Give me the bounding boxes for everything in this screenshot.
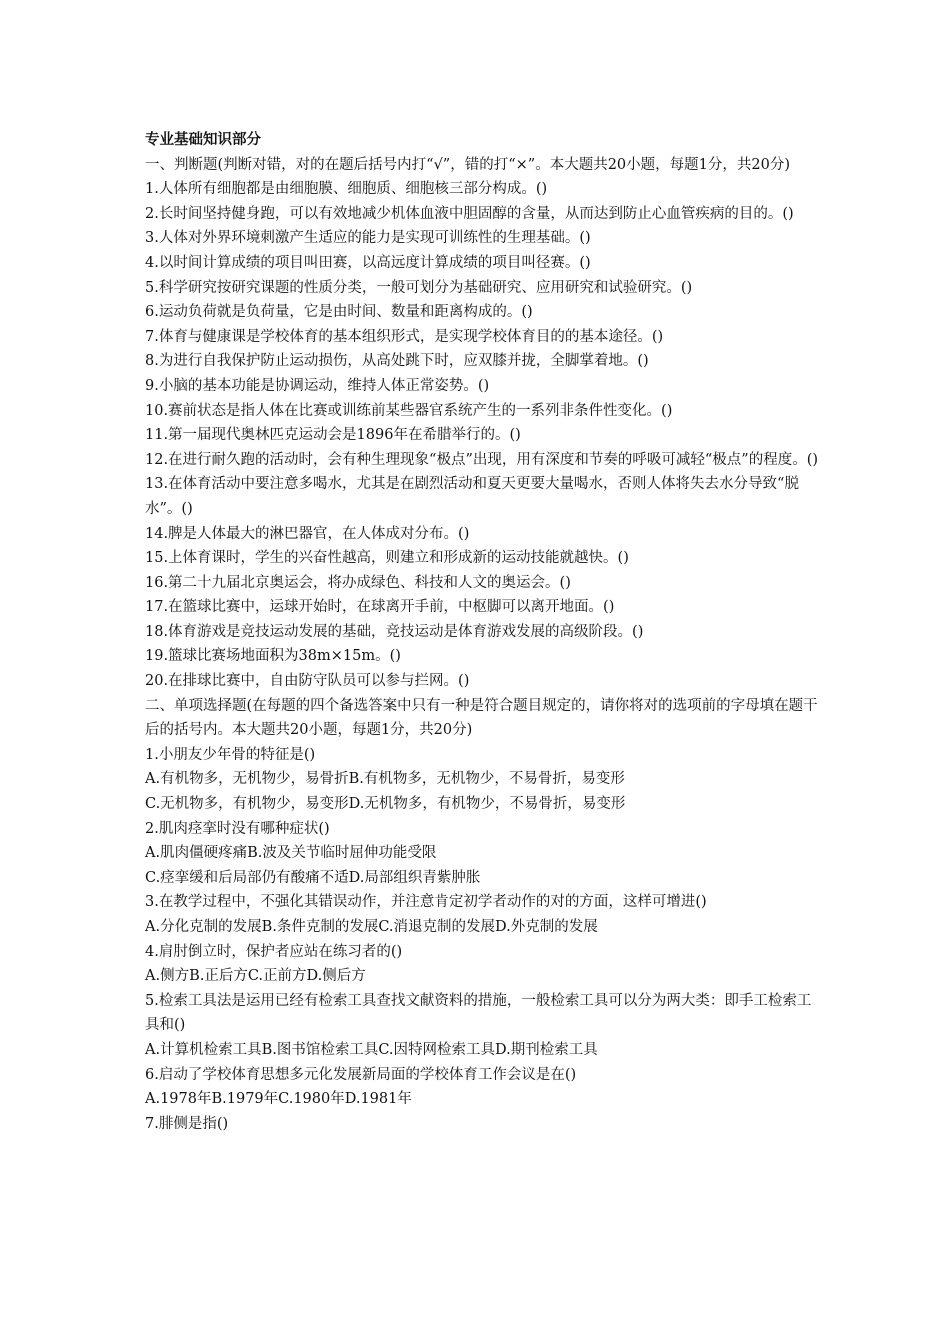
question-line: 7.腓侧是指() [145, 1115, 229, 1132]
question-line: A.1978年B.1979年C.1980年D.1981年 [145, 1091, 412, 1108]
section1-list [145, 177, 825, 693]
section2-heading: 二、单项选择题(在每题的四个备选答案中只有一种是符合题目规定的，请你将对的选项前的字母填在题干后的括号内。本大题共20小题，每题1分，共20分) [145, 697, 818, 739]
question-line: 2.肌肉痉挛时没有哪种症状() [145, 820, 330, 837]
question-line: C.痉挛缓和后局部仍有酸痛不适D.局部组织青紫肿胀 [145, 869, 481, 886]
question-line: 18.体育游戏是竞技运动发展的基础，竞技运动是体育游戏发展的高级阶段。() [145, 623, 644, 640]
question-line: 14.脾是人体最大的淋巴器官，在人体成对分布。() [145, 525, 470, 542]
question-line: C.无机物多，有机物少，易变形D.无机物多，有机物少，不易骨折，易变形 [145, 796, 626, 813]
question-line: 5.检索工具法是运用已经有检索工具查找文献资料的措施，一般检索工具可以分为两大类：即手工检索工具和() [145, 992, 812, 1034]
question-line: A.分化克制的发展B.条件克制的发展C.消退克制的发展D.外克制的发展 [145, 919, 598, 935]
section1-heading: 一、判断题(判断对错，对的在题后括号内打“√”，错的打“×”。本大题共20小题，每题1分，共20分) [145, 156, 790, 173]
question-line: A.有机物多，无机物少，易骨折B.有机物多，无机物少，不易骨折，易变形 [145, 771, 625, 788]
question-line: 6.运动负荷就是负荷量，它是由时间、数量和距离构成的。() [145, 304, 533, 321]
question-line: 4.肩肘倒立时，保护者应站在练习者的() [145, 943, 403, 960]
question-line: 3.在教学过程中，不强化其错误动作，并注意肯定初学者动作的对的方面，这样可增进() [145, 894, 707, 911]
section2-list [145, 743, 825, 1137]
question-line: 11.第一届现代奥林匹克运动会是1896年在希腊举行的。() [145, 427, 521, 444]
question-line: 8.为进行自我保护防止运动损伤，从高处跳下时，应双膝并拢，全脚掌着地。() [145, 353, 649, 370]
doc-title: 专业基础知识部分 [145, 132, 261, 148]
question-line: 10.赛前状态是指人体在比赛或训练前某些器官系统产生的一系列非条件性变化。() [145, 402, 673, 419]
document-page [145, 128, 825, 1136]
question-line: A.计算机检索工具B.图书馆检索工具C.因特网检索工具D.期刊检索工具 [145, 1041, 598, 1058]
question-line: 16.第二十九届北京奥运会，将办成绿色、科技和人文的奥运会。() [145, 574, 571, 591]
question-line: 17.在篮球比赛中，运球开始时，在球离开手前，中枢脚可以离开地面。() [145, 599, 615, 616]
question-line: 2.长时间坚持健身跑，可以有效地减少机体血液中胆固醇的含量，从而达到防止心血管疾病的目的。() [145, 205, 794, 222]
question-line: 12.在进行耐久跑的活动时，会有种生理现象“极点”出现，用有深度和节奏的呼吸可减轻“极点”的程度。() [145, 451, 819, 468]
question-line: 19.篮球比赛场地面积为38m×15m。() [145, 648, 401, 665]
question-line: 7.体育与健康课是学校体育的基本组织形式，是实现学校体育目的的基本途径。() [145, 328, 664, 345]
question-line: A.肌肉僵硬疼痛B.波及关节临时屈伸功能受限 [145, 845, 437, 862]
question-line: A.侧方B.正后方C.正前方D.侧后方 [145, 968, 366, 985]
question-line: 4.以时间计算成绩的项目叫田赛，以高远度计算成绩的项目叫径赛。() [145, 254, 591, 271]
question-line: 3.人体对外界环境刺激产生适应的能力是实现可训练性的生理基础。() [145, 230, 591, 247]
question-line: 13.在体育活动中要注意多喝水，尤其是在剧烈活动和夏天更要大量喝水，否则人体将失去水分导致“脱水”。() [145, 476, 799, 517]
question-line: 1.人体所有细胞都是由细胞膜、细胞质、细胞核三部分构成。() [145, 181, 548, 198]
question-line: 9.小脑的基本功能是协调运动，维持人体正常姿势。() [145, 377, 490, 394]
question-line: 1.小朋友少年骨的特征是() [145, 746, 316, 763]
question-line: 15.上体育课时，学生的兴奋性越高，则建立和形成新的运动技能就越快。() [145, 550, 629, 567]
question-line: 6.启动了学校体育思想多元化发展新局面的学校体育工作会议是在() [145, 1066, 577, 1083]
question-line: 20.在排球比赛中，自由防守队员可以参与拦网。() [145, 673, 470, 690]
question-line: 5.科学研究按研究课题的性质分类，一般可划分为基础研究、应用研究和试验研究。() [145, 279, 693, 296]
